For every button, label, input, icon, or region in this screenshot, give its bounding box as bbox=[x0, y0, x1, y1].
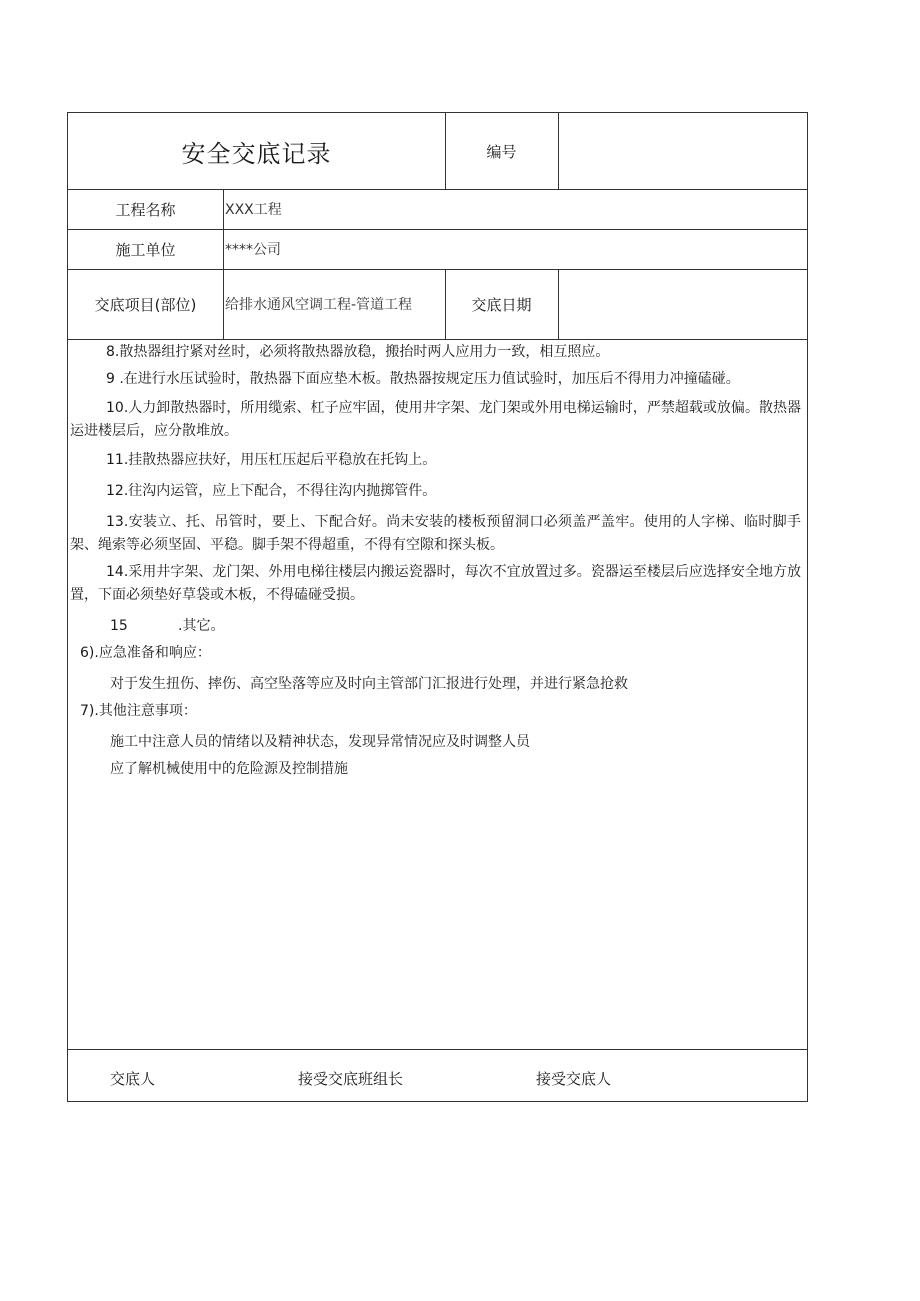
project-name-value[interactable]: XXX工程 bbox=[225, 202, 282, 218]
content-item: 9 .在进行水压试验时，散热器下面应垫木板。散热器按规定压力值试验时，加压后不得用力冲撞磕碰。 bbox=[106, 371, 740, 387]
item-15-text: .其它。 bbox=[178, 618, 225, 634]
disclosure-item-label: 交底项目(部位) bbox=[94, 295, 197, 314]
disclosure-date-label: 交底日期 bbox=[471, 295, 532, 314]
form-title: 安全交底记录 bbox=[181, 139, 332, 168]
disclosure-item-value[interactable]: 给排水通风空调工程-管道工程 bbox=[225, 297, 413, 313]
section-6-text: 对于发生扭伤、摔伤、高空坠落等应及时向主管部门汇报进行处理，并进行紧急抢救 bbox=[110, 676, 628, 692]
construction-unit-label: 施工单位 bbox=[115, 240, 176, 259]
receiver-label: 接受交底人 bbox=[536, 1070, 612, 1088]
section-7-line: 应了解机械使用中的危险源及控制措施 bbox=[110, 761, 348, 777]
team-leader-label: 接受交底班组长 bbox=[298, 1070, 404, 1088]
row-divider bbox=[68, 339, 807, 340]
disclosure-date-value[interactable] bbox=[558, 269, 809, 339]
discloser-label: 交底人 bbox=[110, 1070, 156, 1088]
content-item: 10.人力卸散热器时，所用缆索、杠子应牢固，使用井字架、龙门架或外用电梯运输时，严禁超载或放偏。散热器运进楼层后，应分散堆放。 bbox=[70, 400, 801, 439]
number-label: 编号 bbox=[486, 142, 517, 161]
content-item: 13.安装立、托、吊管时，要上、下配合好。尚未安装的楼板预留洞口必须盖严盖牢。使用的人字梯、临时脚手架、绳索等必须坚固、平稳。脚手架不得超重，不得有空隙和探头板。 bbox=[70, 514, 801, 553]
section-7-line: 施工中注意人员的情绪以及精神状态，发现异常情况应及时调整人员 bbox=[110, 734, 530, 750]
safety-disclosure-form bbox=[67, 112, 808, 1102]
content-item: 8.散热器组拧紧对丝时，必须将散热器放稳，搬抬时两人应用力一致，相互照应。 bbox=[106, 344, 610, 360]
disclosure-content bbox=[68, 341, 809, 781]
section-7-title: 7).其他注意事项： bbox=[80, 703, 197, 719]
content-item: 14.采用井字架、龙门架、外用电梯往楼层内搬运瓷器时，每次不宜放置过多。瓷器运至楼层后应选择安全地方放置，下面必须垫好草袋或木板，不得磕碰受损。 bbox=[70, 564, 801, 603]
section-6-title: 6).应急准备和响应： bbox=[80, 645, 211, 661]
construction-unit-value[interactable]: ****公司 bbox=[225, 242, 281, 258]
item-15-number: 15 bbox=[110, 618, 128, 634]
content-item: 12.往沟内运管，应上下配合，不得往沟内抛掷管件。 bbox=[106, 483, 437, 499]
content-item: 11.挂散热器应扶好，用压杠压起后平稳放在托钩上。 bbox=[106, 452, 437, 468]
project-name-label: 工程名称 bbox=[115, 200, 176, 219]
number-value[interactable] bbox=[558, 113, 809, 189]
row-divider bbox=[68, 1049, 807, 1050]
content-item-15 bbox=[70, 615, 801, 638]
